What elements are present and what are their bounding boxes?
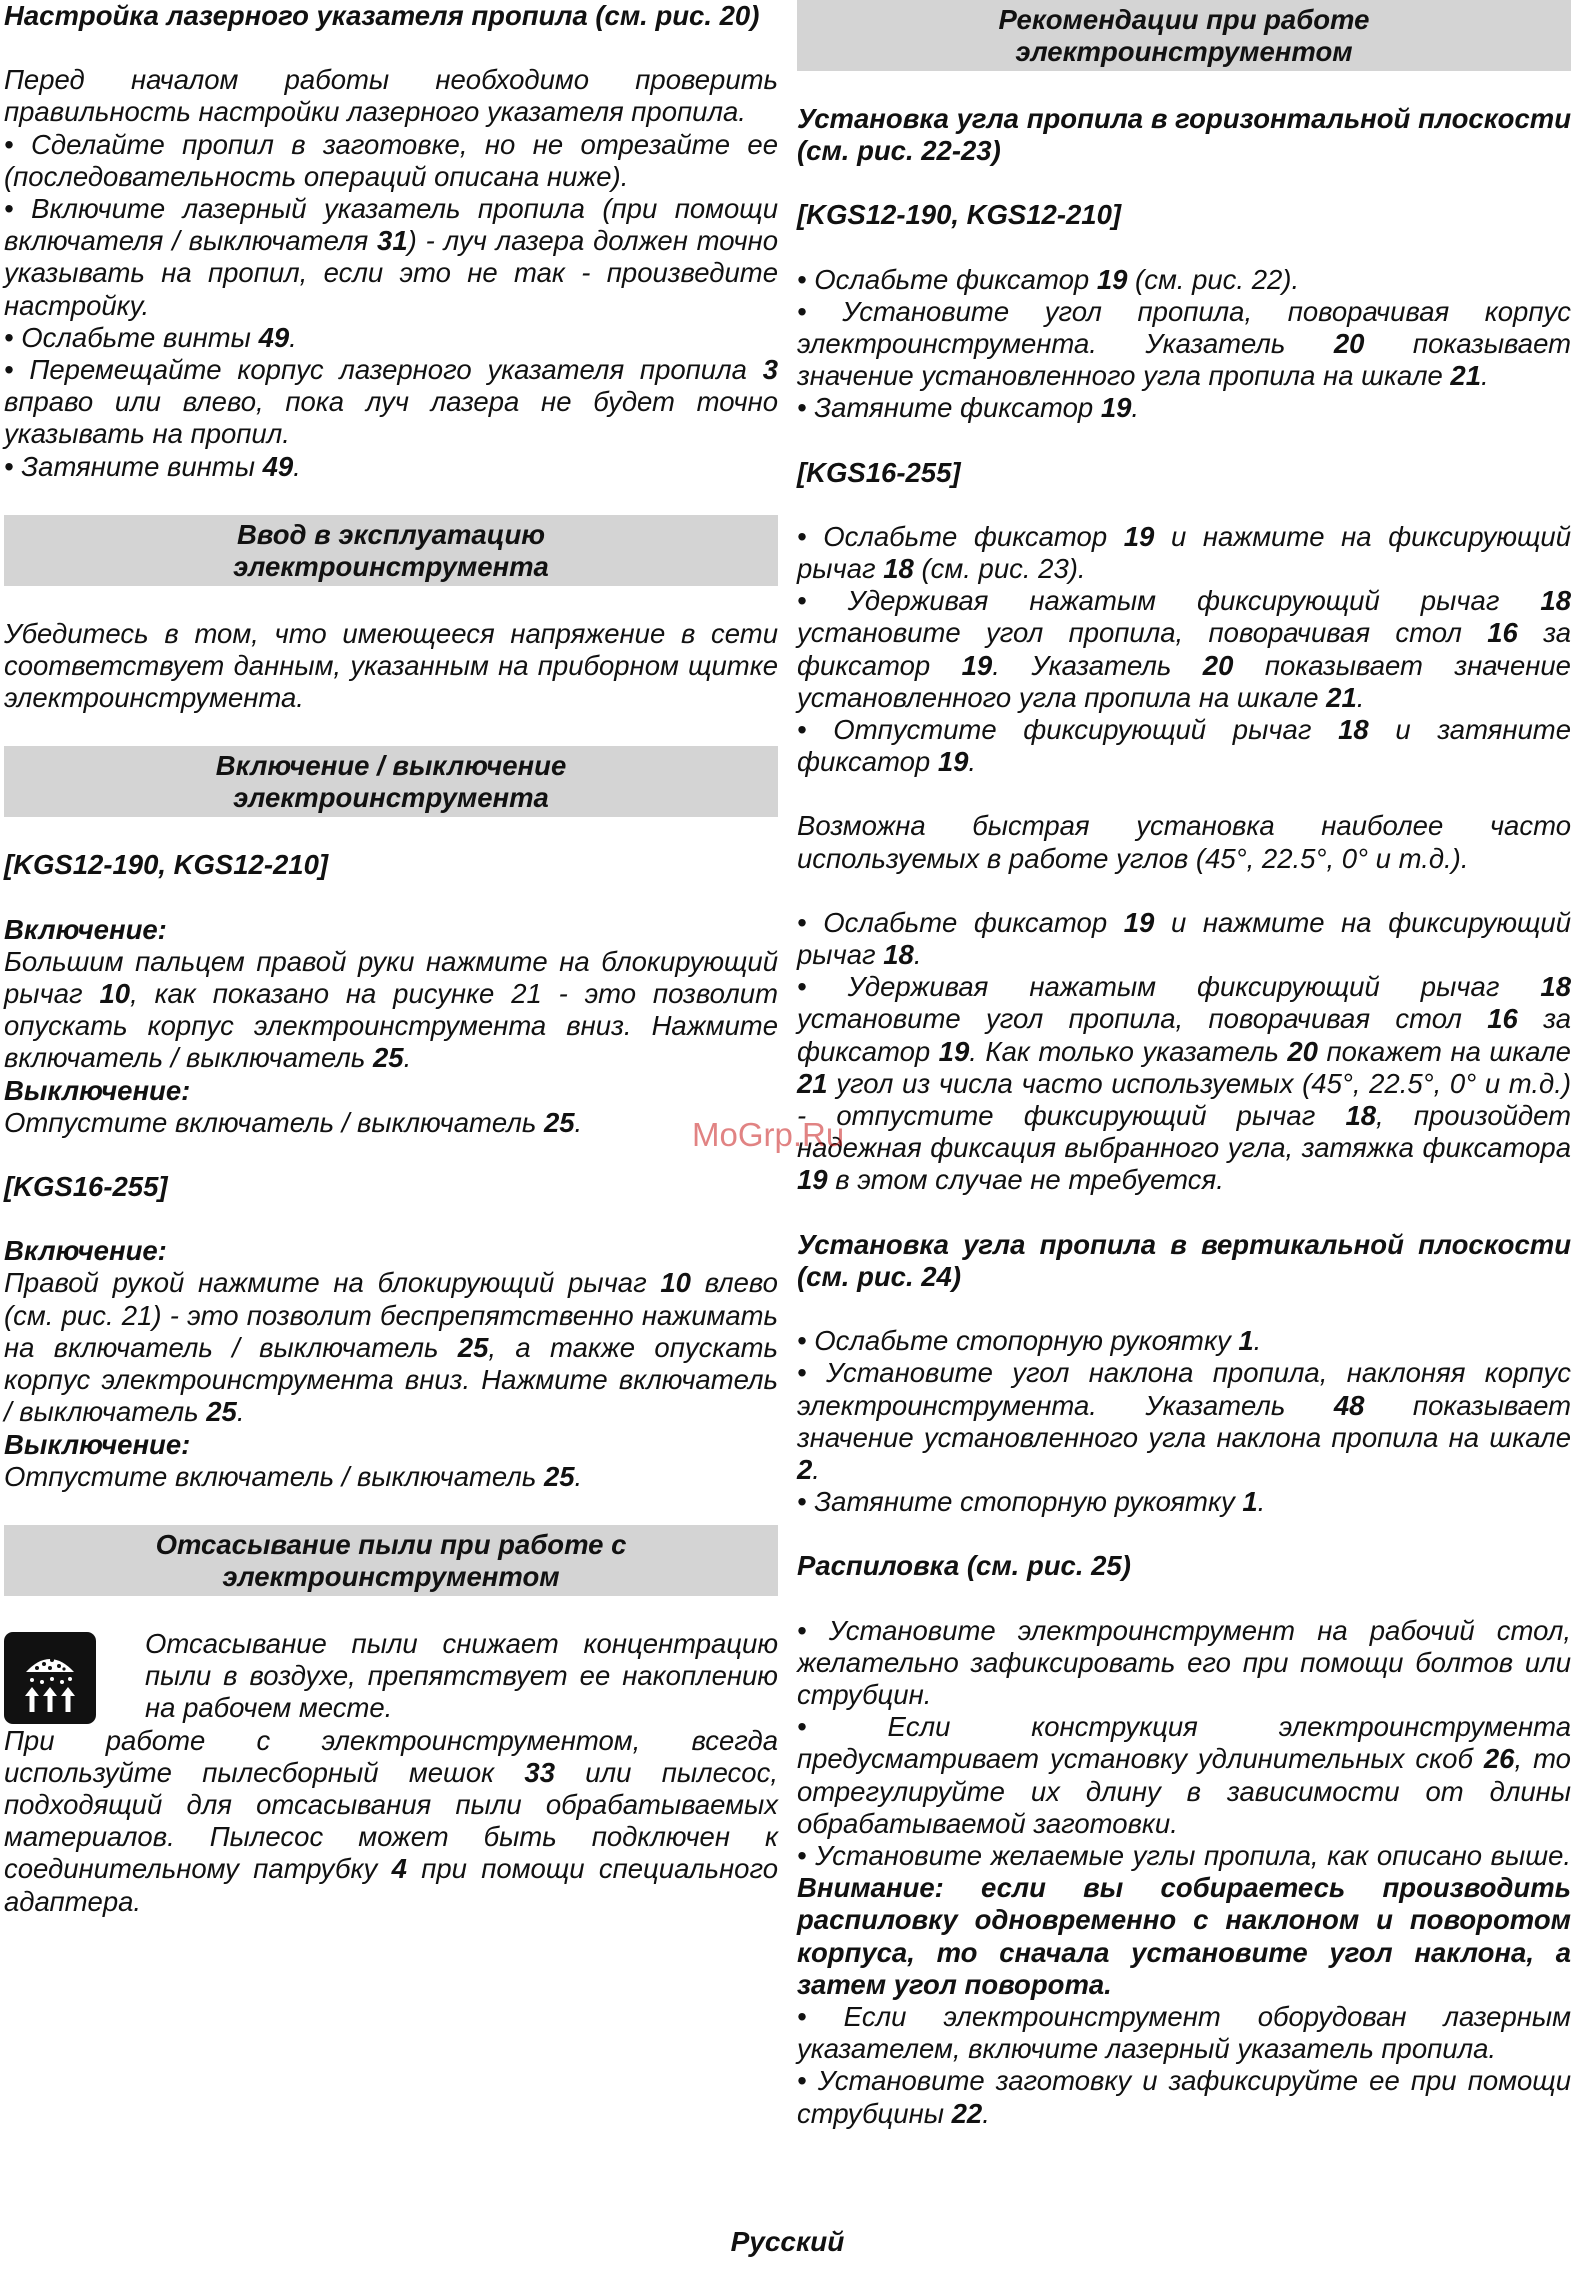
cut-bullet-5: • Установите заготовку и зафиксируйте ее при помощи струбцины 22. — [797, 2065, 1571, 2129]
h-b-bullet-1: • Ослабьте фиксатор 19 и нажмите на фиксирующий рычаг 18 (см. рис. 23). — [797, 520, 1571, 585]
model-label-b: [KGS16-255] — [4, 1171, 168, 1203]
laser-bullet-1: • Сделайте пропил в заготовке, но не отрезайте ее (последовательность операций описана ниже). — [4, 128, 778, 192]
dust-text: Отсасывание пыли снижает концентрацию пыли в воздухе, препятствует ее накоплению на рабочем месте. — [145, 1627, 778, 1724]
switch-on-text-a: Большим пальцем правой руки нажмите на блокирующий рычаг 10, как показано на рисунке 21 - это позволит опускать корпус электроинструмента вниз. Нажмите включатель / выключатель 25. — [4, 945, 778, 1074]
quick-bullet-2: • Удерживая нажатым фиксирующий рычаг 18 установите угол пропила, поворачивая стол 16 за фиксатор 19. Как только указатель 20 покажет на шкале 21 угол из числа часто используемых (45°, 22.5°, 0° и т.д.) - отпустите фиксирующий рычаг 18, произойдет надежная фиксация выбранного угла, затяжка фиксатора 19 в этом случае не требуется. — [797, 971, 1571, 1196]
laser-intro: Перед началом работы необходимо проверить правильность настройки лазерного указателя пропила. — [4, 64, 778, 128]
left-column — [4, 0, 778, 1918]
laser-bullet-4: • Перемещайте корпус лазерного указателя пропила 3 вправо или влево, пока луч лазера не будет точно указывать на пропил. — [4, 354, 778, 450]
right-column — [797, 0, 1571, 2130]
watermark: MoGrp.Ru — [692, 1116, 845, 1153]
page-footer-language: Русский — [730, 2226, 845, 2257]
switch-off-text-b: Отпустите включатель / выключатель 25. — [4, 1460, 583, 1492]
v-bullet-1: • Ослабьте стопорную рукоятку 1. — [797, 1325, 1262, 1357]
cut-bullet-4: • Если электроинструмент оборудован лазерным указателем, включите лазерный указатель пропила. — [797, 2000, 1571, 2065]
dust-more-text: При работе с электроинструментом, всегда используйте пылесборный мешок 33 или пылесос, подходящий для отсасывания пыли обрабатываемых материалов. Пылесос может быть подключен к соединительному патрубку 4 при помощи специального адаптера. — [4, 1724, 778, 1917]
h-b-bullet-2: • Удерживая нажатым фиксирующий рычаг 18 установите угол пропила, поворачивая стол 16 за фиксатор 19. Указатель 20 показывает значение установленного угла пропила на шкале 21. — [797, 585, 1571, 713]
switch-on-text-b: Правой рукой нажмите на блокирующий рычаг 10 влево (см. рис. 21) - это позволит беспрепятственно нажимать на включатель / выключатель 25, а также опускать корпус электроинструмента вниз. Нажмите включатель / выключатель 25. — [4, 1267, 778, 1428]
laser-title: Настройка лазерного указателя пропила (см. рис. 20) — [4, 0, 760, 31]
cut-bullet-3: • Установите желаемые углы пропила, как описано выше. Внимание: если вы собираетесь производить распиловку одновременно с наклоном и поворотом корпуса, то сначала установите угол наклона, а затем угол поворота. — [797, 1839, 1571, 2000]
h-a-bullet-3: • Затяните фиксатор 19. — [797, 392, 1140, 424]
quick-set-text: Возможна быстрая установка наиболее часто используемых в работе углов (45°, 22.5°, 0° и т.д.). — [797, 810, 1571, 874]
laser-bullet-5: • Затяните винты 49. — [4, 450, 301, 482]
switch-on-label-b: Включение: — [4, 1235, 167, 1267]
horizontal-angle-title: Установка угла пропила в горизонтальной плоскости (см. рис. 22-23) — [797, 103, 1571, 167]
dust-extraction-icon — [4, 1632, 96, 1724]
dust-block — [4, 1628, 778, 1725]
voltage-text: Убедитесь в том, что имеющееся напряжение в сети соответствует данным, указанным на приборном щитке электроинструмента. — [4, 617, 778, 714]
h-a-bullet-2: • Установите угол пропила, поворачивая корпус электроинструмента. Указатель 20 показывает значение установленного угла пропила на шкале 21. — [797, 295, 1571, 392]
h-b-bullet-3: • Отпустите фиксирующий рычаг 18 и затяните фиксатор 19. — [797, 714, 1572, 778]
vertical-angle-title: Установка угла пропила в вертикальной плоскости (см. рис. 24) — [797, 1228, 1571, 1292]
model-label-r-b: [KGS16-255] — [797, 456, 961, 488]
model-label-a: [KGS12-190, KGS12-210] — [4, 849, 329, 881]
section-banner-recommendations: Рекомендации при работе электроинструментом — [797, 0, 1571, 71]
laser-bullet-2: • Включите лазерный указатель пропила (при помощи включателя / выключателя 31) - луч лазера должен точно указывать на пропил, если это не так - произведите настройку. — [4, 193, 778, 321]
v-bullet-3: • Затяните стопорную рукоятку 1. — [797, 1486, 1266, 1518]
section-banner-startup: Ввод в эксплуатацию электроинструмента — [4, 515, 778, 586]
section-banner-switch: Включение / выключение электроинструмента — [4, 746, 778, 817]
v-bullet-2: • Установите угол наклона пропила, наклоняя корпус электроинструмента. Указатель 48 показывает значение установленного угла наклона пропила на шкале 2. — [797, 1357, 1571, 1485]
cut-bullet-2: • Если конструкция электроинструмента предусматривает установку удлинительных скоб 26, то отрегулируйте их длину в зависимости от длины обрабатываемой заготовки. — [797, 1711, 1571, 1839]
cut-bullet-1: • Установите электроинструмент на рабочий стол, желательно зафиксировать его при помощи болтов или струбцин. — [797, 1614, 1571, 1710]
cutting-title: Распиловка (см. рис. 25) — [797, 1550, 1131, 1582]
switch-on-label-a: Включение: — [4, 913, 167, 945]
laser-bullet-3: • Ослабьте винты 49. — [4, 321, 297, 353]
section-banner-dust: Отсасывание пыли при работе с электроинструментом — [4, 1525, 778, 1596]
switch-off-label-a: Выключение: — [4, 1074, 191, 1106]
switch-off-text-a: Отпустите включатель / выключатель 25. — [4, 1106, 583, 1138]
model-label-r-a: [KGS12-190, KGS12-210] — [797, 199, 1122, 231]
quick-bullet-1: • Ослабьте фиксатор 19 и нажмите на фиксирующий рычаг 18. — [797, 906, 1571, 971]
switch-off-label-b: Выключение: — [4, 1428, 191, 1460]
h-a-bullet-1: • Ослабьте фиксатор 19 (см. рис. 22). — [797, 263, 1300, 295]
